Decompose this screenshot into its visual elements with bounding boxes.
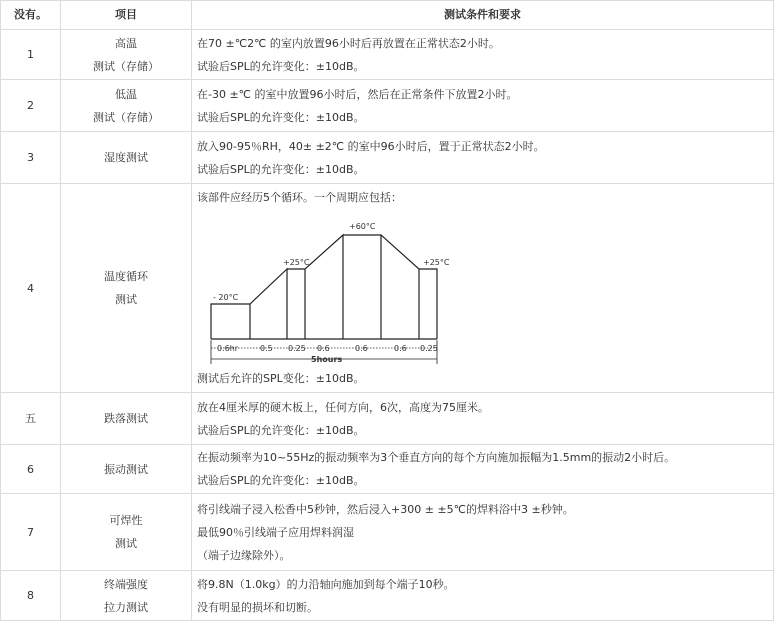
row-item — [61, 80, 192, 132]
table-row — [1, 80, 774, 132]
header-conditions: 测试条件和要求 — [192, 1, 774, 30]
table-row — [1, 571, 774, 621]
header-item: 项目 — [61, 1, 192, 30]
row-item — [61, 494, 192, 571]
item-line: 低温 — [115, 87, 137, 101]
row-item — [61, 30, 192, 80]
item-line: 温度循环 — [104, 270, 148, 283]
condition-line: 试验后SPL的允许变化：±10dB。 — [197, 423, 365, 437]
total-duration-label: 5hours — [311, 355, 343, 364]
row-number: 五 — [1, 393, 61, 445]
item-line: 测试 — [115, 293, 137, 306]
temperature-cycle-diagram — [197, 209, 477, 367]
segment-label: 0.6hr — [217, 344, 239, 353]
row-conditions — [192, 494, 774, 571]
row-number: 7 — [1, 494, 61, 571]
condition-line: 最低90％引线端子应用焊料润湿 — [197, 525, 354, 539]
row-item — [61, 571, 192, 621]
row-number: 8 — [1, 571, 61, 621]
row-number: 1 — [1, 30, 61, 80]
item-line: 高温 — [115, 36, 137, 50]
segment-label: 0.25 — [288, 344, 306, 353]
row-number: 4 — [1, 184, 61, 393]
row-conditions — [192, 132, 774, 184]
row-number: 2 — [1, 80, 61, 132]
row-item — [61, 184, 192, 393]
condition-line: 试验后SPL的允许变化：±10dB。 — [197, 474, 365, 487]
table-row — [1, 132, 774, 184]
temperature-cycle-svg — [197, 209, 477, 367]
row-conditions — [192, 445, 774, 494]
item-line: 可焊性 — [109, 514, 143, 527]
item-line: 测试（存储） — [93, 59, 159, 73]
condition-line: 将引线端子浸入松香中5秒钟，然后浸入+300 ± ±5℃的焊料浴中3 ±秒钟。 — [197, 502, 574, 516]
label-cold: - 20°C — [213, 293, 239, 302]
row-number: 6 — [1, 445, 61, 494]
label-warm1: +25°C — [283, 258, 310, 267]
condition-line: 试验后SPL的允许变化：±10dB。 — [197, 110, 365, 124]
table-row — [1, 184, 774, 393]
table-header-row — [1, 1, 774, 30]
item-line: 跌落测试 — [104, 412, 148, 425]
item-line: 测试（存储） — [93, 110, 159, 124]
segment-label: 0.25 — [420, 344, 438, 353]
item-line: 振动测试 — [104, 462, 148, 476]
condition-line: 试验后SPL的允许变化：±10dB。 — [197, 162, 365, 176]
condition-line: 在70 ±℃2℃ 的室内放置96小时后再放置在正常状态2小时。 — [197, 36, 500, 50]
row-item — [61, 132, 192, 184]
condition-line: 放入90-95％RH，40± ±2℃ 的室中96小时后，置于正常状态2小时。 — [197, 139, 545, 153]
condition-line: 试验后SPL的允许变化：±10dB。 — [197, 59, 365, 73]
row-conditions — [192, 393, 774, 445]
condition-line: 放在4厘米厚的硬木板上，任何方向，6次，高度为75厘米。 — [197, 400, 489, 414]
table-row — [1, 393, 774, 445]
table-row — [1, 494, 774, 571]
table-row — [1, 445, 774, 494]
condition-line: 在振动频率为10~55Hz的振动频率为3个垂直方向的每个方向施加振幅为1.5mm的振动2小时后。 — [197, 451, 676, 464]
segment-label: 0.6 — [317, 344, 330, 353]
condition-line: 测试后允许的SPL变化：±10dB。 — [197, 372, 365, 385]
segment-label: 0.6 — [394, 344, 407, 353]
row-item — [61, 393, 192, 445]
condition-line: 在-30 ±℃ 的室中放置96小时后，然后在正常条件下放置2小时。 — [197, 87, 518, 101]
row-conditions — [192, 184, 774, 393]
condition-line: 将9.8N（1.0kg）的力沿轴向施加到每个端子10秒。 — [197, 577, 455, 591]
condition-line: （端子边缘除外）。 — [197, 548, 291, 562]
table-row — [1, 30, 774, 80]
segment-label: 0.5 — [260, 344, 273, 353]
item-line: 拉力测试 — [104, 600, 148, 614]
label-warm2: +25°C — [423, 258, 450, 267]
condition-line: 没有明显的损坏和切断。 — [197, 600, 318, 614]
condition-line: 该部件应经历5个循环。一个周期应包括： — [197, 191, 402, 204]
item-line: 测试 — [115, 537, 137, 550]
row-conditions — [192, 571, 774, 621]
header-no: 没有。 — [1, 1, 61, 30]
item-line: 终端强度 — [104, 577, 148, 591]
row-number: 3 — [1, 132, 61, 184]
row-conditions — [192, 80, 774, 132]
row-conditions — [192, 30, 774, 80]
label-hot: +60°C — [349, 222, 376, 231]
profile-line — [211, 235, 437, 339]
segment-label: 0.6 — [355, 344, 368, 353]
item-line: 湿度测试 — [104, 151, 148, 164]
row-item — [61, 445, 192, 494]
